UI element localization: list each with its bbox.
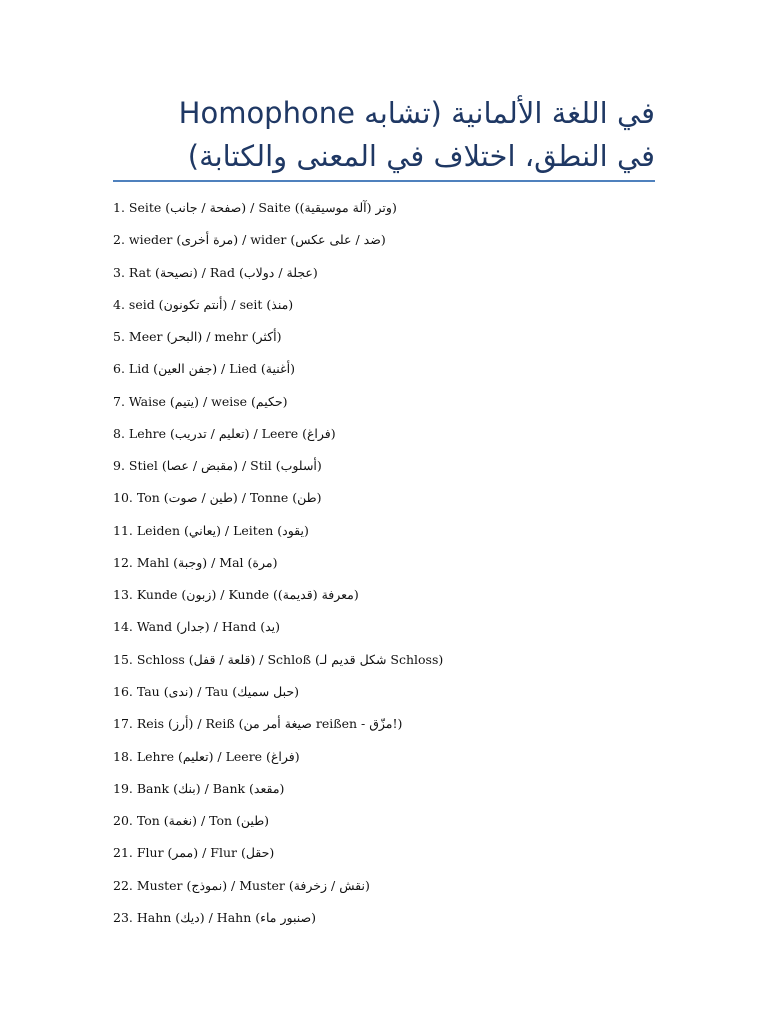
list-item: 3. Rat (نصيحة) / Rad (عجلة / دولاب) (113, 264, 318, 280)
list-item: 17. Reis (أرز) / Reiß (صيغة أمر من reißen - مزّق!) (113, 716, 403, 732)
title-block (113, 92, 655, 182)
list-item: 15. Schloss (قلعة / قفل) / Schloß (شكل قديم لـ Schloss) (113, 651, 444, 667)
list-item: 21. Flur (ممر) / Flur (حقل) (113, 845, 275, 861)
list-item: 2. wieder (مرة أخرى) / wider (ضد / على عكس) (113, 232, 386, 248)
list-item: 1. Seite (صفحة / جانب) / Saite ((آلة موسيقية) وتر) (113, 200, 397, 215)
list-item: 11. Leiden (يعاني) / Leiten (يقود) (113, 522, 309, 538)
list-item: 19. Bank (بنك) / Bank (مقعد) (113, 780, 285, 796)
list-item: 14. Wand (جدار) / Hand (يد) (113, 619, 281, 635)
list-item: 22. Muster (نموذج) / Muster (نقش / زخرفة) (113, 877, 370, 893)
list-item: 16. Tau (ندى) / Tau (حبل سميك) (113, 683, 300, 699)
list-item: 10. Ton (طين / صوت) / Tonne (طن) (113, 490, 322, 506)
homophone-list (113, 193, 673, 935)
list-item: 9. Stiel (مقبض / عصا) / Stil (أسلوب) (113, 458, 322, 474)
list-item: 18. Lehre (تعليم) / Leere (فراغ) (113, 748, 300, 764)
title-line-2: في النطق، اختلاف في المعنى والكتابة) (187, 139, 655, 173)
list-item: 7. Waise (يتيم) / weise (حكيم) (113, 393, 288, 409)
list-item: 6. Lid (جفن العين) / Lied (أغنية) (113, 361, 295, 377)
list-item: 13. Kunde (زبون) / Kunde ((قديمة) معرفة) (113, 587, 359, 603)
list-item: 12. Mahl (وجبة) / Mal (مرة) (113, 554, 278, 570)
list-item: 23. Hahn (ديك) / Hahn (صنبور ماء) (113, 909, 317, 925)
list-item: 8. Lehre (تعليم / تدريب) / Leere (فراغ) (113, 425, 336, 441)
page-title (113, 92, 655, 178)
title-line-1: في اللغة الألمانية (تشابه Homophone (178, 96, 655, 130)
list-item: 4. seid (أنتم تكونون) / seit (منذ) (113, 296, 294, 312)
list-item: 20. Ton (نغمة) / Ton (طين) (113, 813, 270, 829)
list-item: 5. Meer (البحر) / mehr (أكثر) (113, 329, 282, 345)
